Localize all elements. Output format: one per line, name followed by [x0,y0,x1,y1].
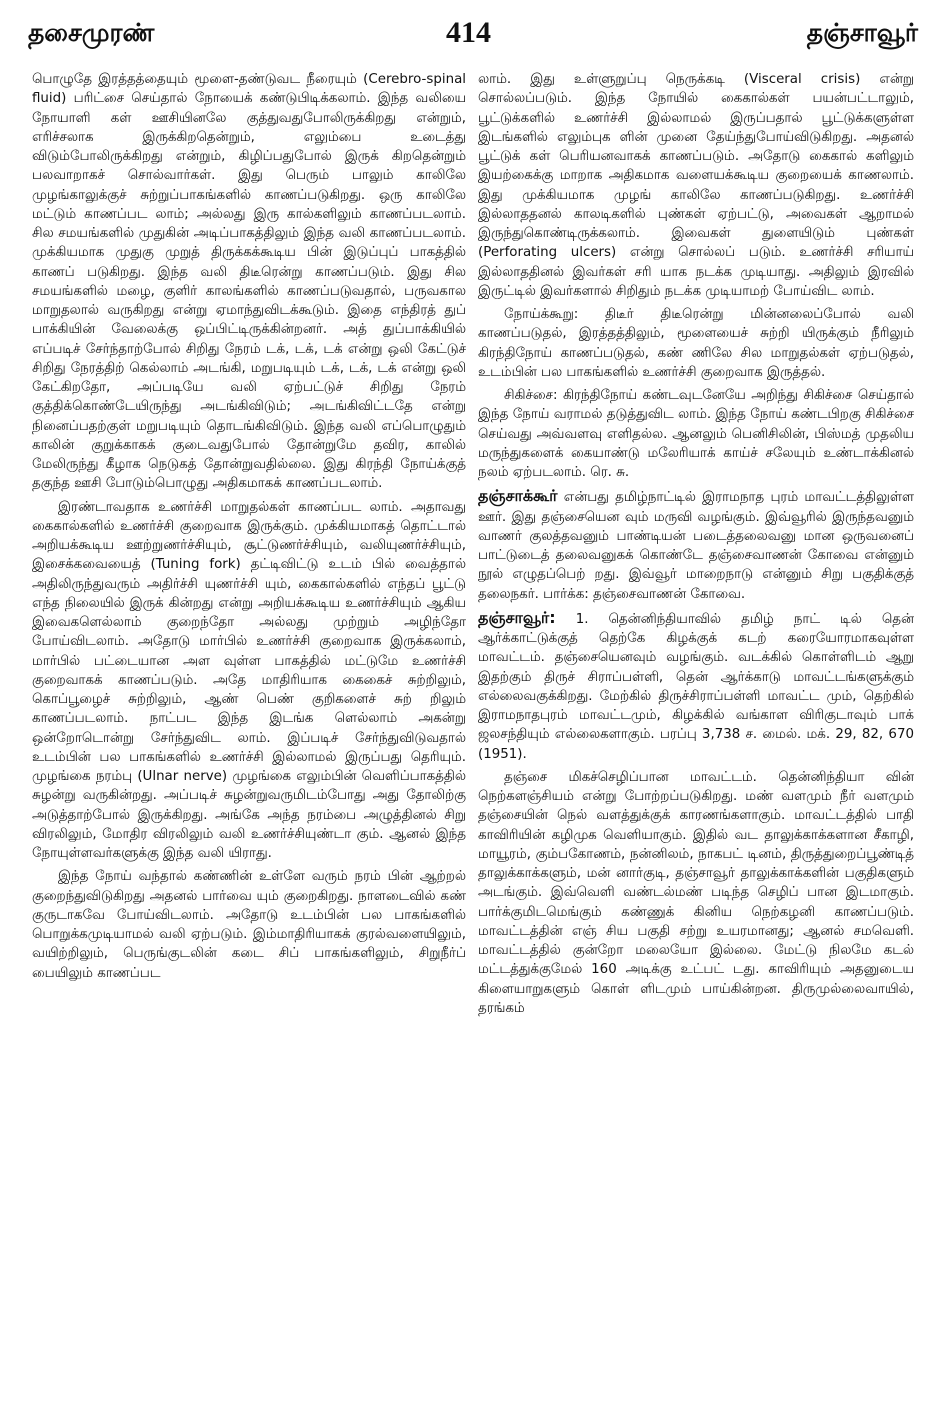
right-paragraph: நோய்க்கூறு: திடீர் திடீரென்று மின்னலைப்போல் வலி காணப்படுதல், இரத்தத்திலும், மூளையைச் சுற்றி யிருக்கும் நீரிலும் கிரந்திநோய் காணப்படுதல், கண் ணிலே சில மாறுதல்கள் ஏற்படுதல், உடம்பின் பல பாகங்களில் உணர்ச்சி குறைவாக இருத்தல். [478,307,914,380]
left-paragraph: பொழுதே இரத்தத்தையும் மூளை-தண்டுவட நீரையும் (Cerebro-spinal fluid) பரிட்சை செய்தால் நோயைக் கண்டுபிடிக்கலாம். இந்த வலியை நோயாளி கள் ஊசியினலே குத்துவதுபோலிருக்கிறது என்றும், எரிச்சலாக இருக்கிறதென்றும், எலும்பை உடைத்து விடும்போலிருக்கிறது என்றும், கிழிப்பதுபோல் இருக் கிறதென்றும் பலவாறாகச் சொல்வார்கள். இது பெரும் பாலும் காலிலே முழங்காலுக்குச் சுற்றுப்பாகங்களில் காணப்படுகிறது. ஒரு காலிலே மட்டும் காணப்பட லாம்; அல்லது இரு கால்களிலும் காணப்படலாம். சில சமயங்களில் முதுகின் அடிப்பாகத்திலும் இந்த வலி காணப்படலாம். முக்கியமாக முதுகு முறுத் திருக்கக்கூடிய பின் இடுப்புப் பாகத்தில் காணப் படுகிறது. இந்த வலி திடீரென்று காணப்படும். இது சில சமயங்களில் மழை, குளிர் காலங்களில் காணப்படுவதால், பருவகால மாறுதலால் வருகிறது என்று ஏமாந்துவிடக்கூடும். இதை எந்திரத் துப் பாக்கியின் வேலைக்கு ஒப்பிட்டிருக்கின்றனர். அத் துப்பாக்கியில் எப்படிச் சேர்ந்தாற்போல் சிறிது நேரம் டக், டக், டக் என்று ஒலி கேட்டுச் சிறிது நேரத்திற் கெல்லாம் அடங்கி, மறுபடியும் டக், டக், டக் என்று ஒலி கேட்கிறதோ, அப்படியே வலி ஏற்பட்டுச் சிறிது நேரம் குத்திக்கொண்டேயிருந்து அடங்கிவிடும்; அடங்கிவிட்டதே என்று நினைப்பதற்குள் மறுபடியும் தொடங்கிவிடும். இந்த வலி எப்பொழுதும் காலின் குறுக்காகக் குடைவதுபோல் தோன்றுமே தவிர, காலில் மேலிருந்து கீழாக நெடுகத் தோன்றுவதில்லை. இது கிரந்தி நோய்க்குத் தகுந்த ஊசி போடும்பொழுது அதிகமாகக் காணப்படலாம். [32,72,466,492]
right-column [478,70,914,1305]
entry-headword: தஞ்சாவூர்: [478,607,556,627]
page-header [28,18,918,66]
encyclopedia-entry [478,608,914,764]
entry-body: 1. தென்னிந்தியாவில் தமிழ் நாட் டில் தென் ஆர்க்காட்டுக்குத் தெற்கே கிழக்குக் கடற் கரையோரமாகவுள்ள மாவட்டம். தஞ்சையெனவும் வழங்கும். வடக்கில் கொள்ளிடம் ஆறு இதற்கும் திருச் சிராப்பள்ளி, தென் ஆர்க்காடு மாவட்டங்களுக்கும் எல்லைவகுக்கிறது. மேற்கில் திருச்சிராப்பள்ளி மாவட்ட மும், தெற்கில் இராமநாதபுரம் மாவட்டமும், கிழக்கில் வங்காள விரிகுடாவும் பாக் ஜலசந்தியும் எல்லைகளாகும். பரப்பு 3,738 ச. மைல். மக். 29, 82, 670 (1951). [478,611,914,762]
running-head-right: தஞ்சாவூர் [806,18,918,47]
encyclopedia-entry [478,486,914,604]
left-paragraph: இந்த நோய் வந்தால் கண்ணின் உள்ளே வரும் நரம் பின் ஆற்றல் குறைந்துவிடுகிறது அதனல் பார்வை யும் குறைகிறது. நாளடைவில் கண் குருடாகவே போய்விடலாம். அதோடு உடம்பின் பல பாகங்களில் பொறுக்கமுடியாமல் வலி ஏற்படும். இம்மாதிரியாகக் குரல்வளையிலும், வயிற்றிலும், பெருங்குடலின் கடை சிப் பாகங்களிலும், சிறுநீர்ப் பையிலும் காணப்பட [32,869,466,981]
right-paragraph: தஞ்சை மிகச்செழிப்பான மாவட்டம். தென்னிந்தியா வின் நெற்களஞ்சியம் என்று போற்றப்படுகிறது. மண் வளமும் நீர் வளமும் தஞ்சையின் நெல் வளத்துக்குக் காரணங்களாகும். மாவட்டத்தில் பாதி காவிரியின் கழிமுக வெளியாகும். இதில் வட தாலுக்காக்களான சீகாழி, மாயூரம், கும்பகோணம், நன்னிலம், நாகபட் டினம், திருத்துறைப்பூண்டித் தாலுக்காக்களும், மன் னார்குடி, தஞ்சாவூர் தாலுக்காக்களின் பகுதிகளும் அடங்கும். இவ்வெளி வண்டல்மண் படிந்த செழிப் பான இடமாகும். பார்க்குமிடமெங்கும் கண்ணுக் கினிய நெற்கழனி காணப்படும். மாவட்டத்தின் எஞ் சிய பகுதி சற்று உயரமானது; ஆனல் சமவெளி. மாவட்டத்தில் குன்றோ மலையோ இல்லை. மேட்டு நிலமே கடல் மட்டத்துக்குமேல் 160 அடிக்கு உட்பட் டது. காவிரியும் அதனுடைய கிளையாறுகளும் கொள் ளிடமும் பாய்கின்றன. திருமுல்லைவாயில், தரங்கம் [478,769,914,1016]
left-column [32,70,466,1305]
running-head-left: தசைமுரண் [28,18,155,47]
entry-headword: தஞ்சாக்கூர் [478,486,558,506]
page-number: 414 [446,16,491,49]
left-paragraph: இரண்டாவதாக உணர்ச்சி மாறுதல்கள் காணப்பட லாம். அதாவது கைகால்களில் உணர்ச்சி குறைவாக இருக்கும். முக்கியமாகத் தொட்டால் அறியக்கூடிய ஊற்றுணர்ச்சியும், சூட்டுணர்ச்சியும், வலியுணர்ச்சியும், இசைக்கவையைத் (Tuning fork) தட்டிவிட்டு உடம் பில் வைத்தால் அதிலிருந்துவரும் அதிர்ச்சி யுணர்ச்சி யும், கைகால்களில் எந்தப் பூட்டு எந்த நிலையில் இருக் கின்றது என்று அறியக்கூடிய உணர்ச்சியும் ஆகிய இவைகளெல்லாம் குறைந்தோ அல்லது முற்றும் அழிந்தோ போய்விடலாம். அதோடு மார்பில் உணர்ச்சி குறைவாக இருக்கலாம், மார்பில் பட்டையான அள வுள்ள பாகத்தில் மட்டுமே உணர்ச்சி குறைவாகக் காணப்படும். அதே மாதிரியாக கைகைச் சுற்றிலும், கொப்பூழைச் சுற்றிலும், ஆண் பெண் குறிகளைச் சுற் றிலும் காணப்படலாம். நாட்பட இந்த இடங்க ளெல்லாம் அகன்று ஒன்றோடொன்று சேர்ந்துவிட லாம். இப்படிச் சேர்ந்துவிடுவதால் உடம்பின் பல பாகங்களில் உணர்ச்சி இல்லாமல் இருப்பது தெரியும். முழங்கை நரம்பு (Ulnar nerve) முழங்கை எலும்பின் வெளிப்பாகத்தில் சுழன்று வருகின்றது. அப்படிச் சுழன்றுவருமிடம்போது அது தோலிற்கு அடுத்தாற்போல் இருக்கிறது. அங்கே அந்த நரம்பை அழுத்தினல் சிறு விரலிலும், மோதிர விரலிலும் வலி உணர்ச்சியுண்டா கும். ஆனல் இந்த நோயுள்ளவர்களுக்கு இந்த வலி யிராது. [32,499,466,861]
right-paragraph: சிகிச்சை: கிரந்திநோய் கண்டவுடனேயே அறிந்து சிகிச்சை செய்தால் இந்த நோய் வராமல் தடுத்துவிட லாம். இந்த நோய் கண்டபிறகு சிகிச்சை செய்வது அவ்வளவு எளிதல்ல. ஆனலும் பெனிசிலின், பிஸ்மத் முதலிய மருந்துகளைக் கையாண்டு மலேரியாக் காய்ச் சலேயும் உண்டாக்கினல் நலம் ஏற்படலாம். ரெ. சு. [478,388,914,480]
entry-body: என்பது தமிழ்நாட்டில் இராமநாத புரம் மாவட்டத்திலுள்ள ஊர். இது தஞ்சையென வும் மருவி வழங்கும். இவ்வூரில் இருந்தவனும் வாணர் குலத்தவனும் பாண்டியன் படைத்தலைவனு மான ஒருவனைப் பாட்டுடைத் தலைவனுகக் கொண்டே தஞ்சைவாணன் கோவை என்னும் நூல் எழுதப்பெற் றது. இவ்வூர் மாறைநாடு என்னும் சிறு பகுதிக்குத் தலைநகர். பார்க்க: தஞ்சைவாணன் கோவை. [478,490,914,602]
right-paragraph: லாம். இது உள்ளுறுப்பு நெருக்கடி (Visceral crisis) என்று சொல்லப்படும். இந்த நோயில் கைகால்கள் பயன்பட்டாலும், பூட்டுக்களில் உணர்ச்சி இல்லாமல் இருப்பதால் பூட்டுக்களுள்ள இடங்களில் எலும்புக ளின் முனை தேய்ந்துபோய்விடுகிறது. அதனல் பூட்டுக் கள் பெரியனவாகக் காணப்படும். அதோடு கைகால் களிலும் இயற்கைக்கு மாறாக அதிகமாக வளையக்கூடிய குறையைக் காணலாம். இது முக்கியமாக முழங் காலிலே காணப்படுகிறது. உணர்ச்சி இல்லாததனல் காலடிகளில் புண்கள் ஏற்பட்டு, அவைகள் ஆறாமல் இருந்துகொண்டிருக்கலாம். இவைகள் துளையிடும் புண்கள் (Perforating ulcers) என்று சொல்லப் படும். உணர்ச்சி சரியாய் இல்லாததினல் இவர்கள் சரி யாக நடக்க முடியாது. அதிலும் இரவில் இருட்டில் இவர்களால் சிறிதும் நடக்க முடியாமற் போய்விட லாம். [478,72,914,299]
